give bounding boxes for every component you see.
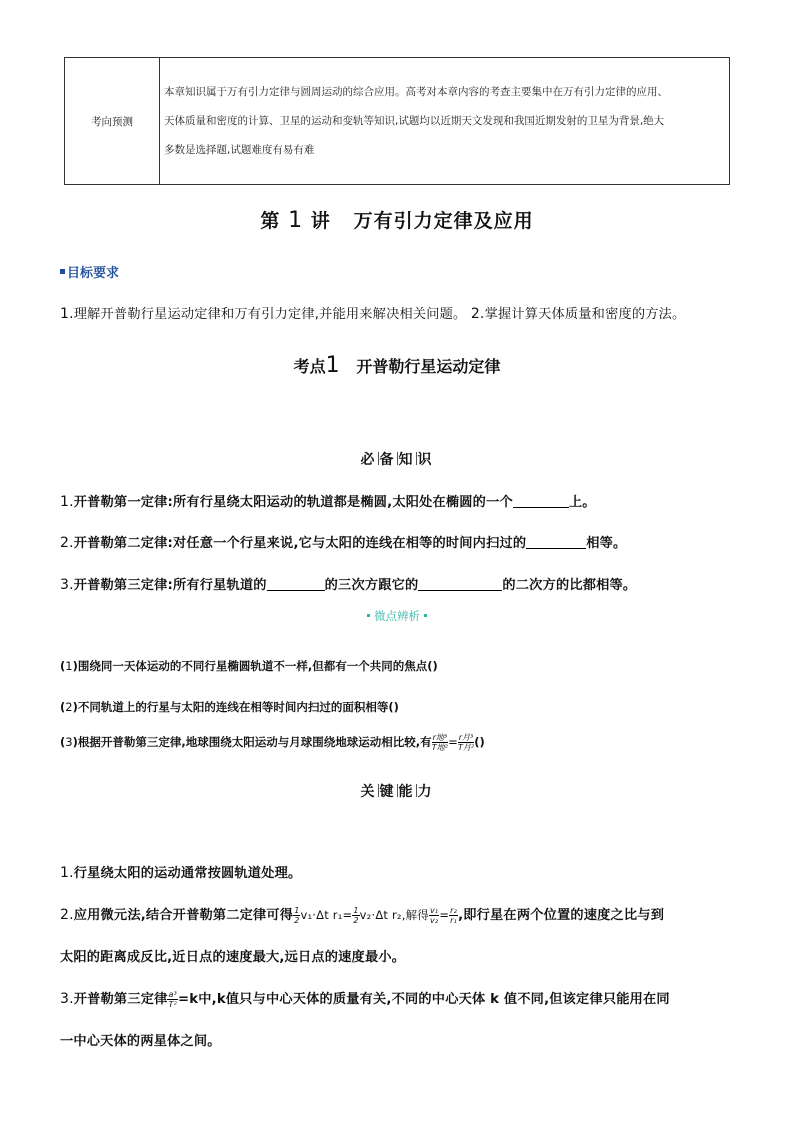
goal-heading: 目标要求	[60, 262, 119, 281]
forecast-content	[160, 58, 730, 185]
fraction: $\frac{\text{r月³}}{\text{T月²}}$	[457, 733, 475, 752]
forecast-line: 本章知识属于万有引力定律与圆周运动的综合应用。高考对本章内容的考查主要集中在万有引力定律的应用、	[164, 85, 668, 98]
lesson-title: 第 1 讲 万有引力定律及应用	[260, 208, 534, 233]
lesson-number: 1	[288, 208, 304, 233]
fill-blank[interactable]	[513, 494, 569, 508]
judgement-item: (3)根据开普勒第三定律,地球围绕太阳运动与月球围绕地球运动相比较,有 $\frac{\text{r地³}}{\text{T地²}}$ = $\frac{\text{r月³}}{\text{T月²}}$ ()	[60, 733, 485, 752]
ability-item-continued: 太阳的距离成反比,近日点的速度最大,远日点的速度最小。	[60, 950, 406, 965]
judgement-item: (1)围绕同一天体运动的不同行星椭圆轨道不一样,但都有一个共同的焦点()	[60, 659, 438, 673]
forecast-line: 多数是选择题,试题难度有易有难	[164, 143, 315, 156]
fraction: $\frac{\text{v₁}}{\text{v₂}}$	[429, 905, 439, 925]
goal-text: 1.理解开普勒行星运动定律和万有引力定律,并能用来解决相关问题。 2.掌握计算天体质量和密度的方法。	[60, 306, 686, 322]
fill-blank[interactable]	[526, 535, 586, 549]
forecast-line: 天体质量和密度的计算、卫星的运动和变轨等知识,试题均以近期天文发现和我国近期发射的卫星为背景,绝大	[164, 114, 665, 127]
forecast-table	[64, 57, 730, 185]
knowledge-item: 2.开普勒第二定律:对任意一个行星来说,它与太阳的连线在相等的时间内扫过的 相等。	[60, 535, 627, 551]
section-heading-ability: 关 键 能 力	[360, 784, 434, 800]
forecast-label: 考向预测	[65, 58, 160, 185]
fill-blank[interactable]	[418, 577, 502, 591]
fraction: $\frac{1}{2}$	[353, 905, 359, 925]
ability-item: 2.应用微元法,结合开普勒第二定律可得 $\frac{1}{2}$ v₁·Δt r₁= $\frac{1}{2}$ v₂·Δt r₂,解得 $\frac{\text{v₁}}{\text{v₂}}$ = $\frac{\text{r₂}}{\text{r₁}}$ ,即行星在两个位置的速度之比与到	[60, 905, 665, 925]
ability-item-continued: 一中心天体的两星体之间。	[60, 1034, 221, 1049]
ability-item: 3.开普勒第三定律 $\frac{\text{a³}}{\text{T²}}$ =k中,k值只与中心天体的质量有关,不同的中心天体 k 值不同,但该定律只能用在同	[60, 989, 670, 1009]
knowledge-item: 3.开普勒第三定律:所有行星轨道的 的三次方跟它的 的二次方的比都相等。	[60, 577, 637, 593]
micro-analysis-heading: 微点辨析	[0, 608, 794, 624]
judgement-item: (2)不同轨道上的行星与太阳的连线在相等时间内扫过的面积相等()	[60, 700, 399, 714]
fraction: $\frac{\text{r地³}}{\text{T地²}}$	[431, 733, 448, 752]
square-bullet-icon	[60, 269, 65, 274]
ability-item: 1.行星绕太阳的运动通常按圆轨道处理。	[60, 865, 302, 881]
fraction: $\frac{1}{2}$	[294, 905, 300, 925]
fraction: $\frac{\text{r₂}}{\text{r₁}}$	[450, 905, 458, 925]
lesson-name: 万有引力定律及应用	[353, 210, 534, 232]
fill-blank[interactable]	[267, 577, 325, 591]
keypoint-title: 考点1 开普勒行星运动定律	[293, 353, 501, 378]
section-heading-knowledge: 必 备 知 识	[360, 452, 434, 468]
knowledge-item: 1.开普勒第一定律:所有行星绕太阳运动的轨道都是椭圆,太阳处在椭圆的一个 上。	[60, 494, 596, 510]
fraction: $\frac{\text{a³}}{\text{T²}}$	[168, 989, 177, 1009]
